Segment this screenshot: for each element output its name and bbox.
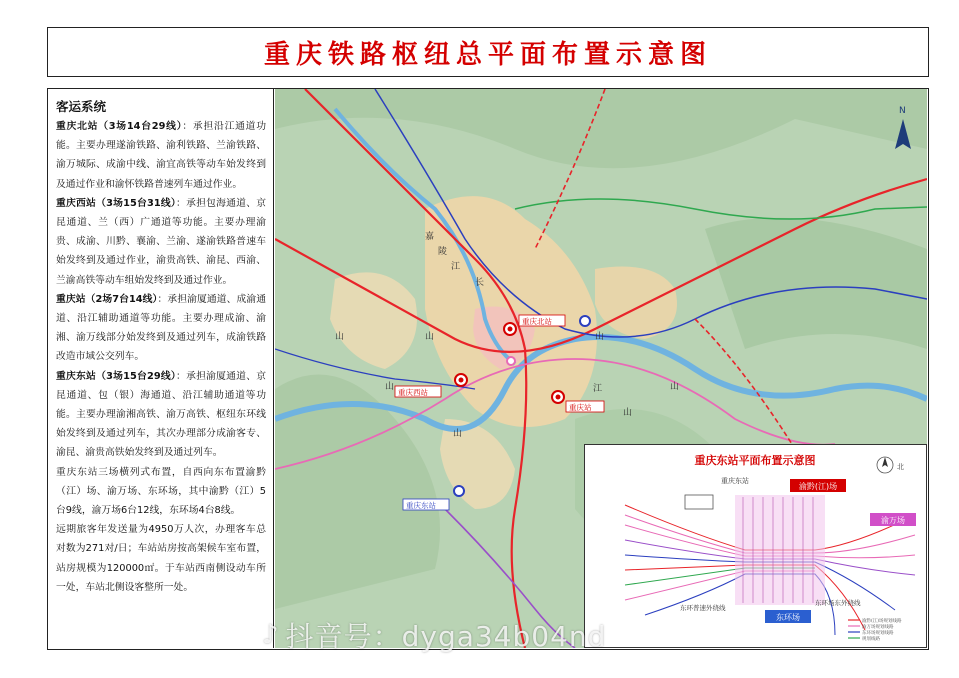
station-desc-chongqing-east [56,367,266,463]
map-label-mountain: 山 [425,332,435,342]
content-frame [47,88,929,650]
inset-station-body [735,495,825,605]
passenger-system-panel [48,89,274,648]
inset-top-label: 重庆东站 [721,477,749,485]
station-tag-text: 重庆东站 [406,501,436,510]
station-dot [459,378,464,383]
inset-label-waihuan: 东环普速外绕线 [680,604,726,612]
page-title: 重庆铁路枢纽总平面布置示意图 [263,39,712,70]
inset-label-donghuan-box [765,610,811,623]
station-tag-text: 重庆站 [569,403,592,412]
map-label-mountain: 山 [595,332,605,342]
railway-hub-map [275,89,927,648]
station-desc-chongqing-north [56,117,266,194]
legend-item: 东环场规划线路 [862,631,894,636]
map-label-river: 江 [451,262,461,272]
map-label-mountain: 山 [453,429,463,439]
inset-canvas [585,445,925,646]
inset-compass-label: 北 [897,463,904,471]
station-text: ：承担渝厦通道、成渝通道、沿江辅助通道等功能。主要办理成渝、渝湘、渝万线部分始发终到及通过列车，成渝铁路改造市域公交列车。 [56,293,267,363]
map-label-mountain: 山 [670,382,680,392]
panel-heading: 客运系统 [56,99,107,114]
compass-label: N [899,106,906,116]
station-tag-text: 重庆西站 [398,388,428,397]
station-name: 重庆北站（3场14台29线） [56,121,183,132]
legend-item: 渝万场规划线路 [862,625,894,630]
station-tag-west [395,386,441,397]
east-station-inset [584,444,927,648]
map-label-river: 长 [475,278,485,288]
station-tag-central [566,401,604,412]
map-label-mountain: 山 [385,382,395,392]
station-desc-chongqing [56,290,266,367]
station-tag-north [519,315,565,326]
station-marker-pink [507,357,515,365]
station-name: 重庆西站（3场15台31线） [56,197,177,209]
station-tag-east [403,499,449,510]
station-name: 重庆站（2场7台14线） [56,293,158,305]
inset-label-yuwan: 渝万场 [881,516,905,525]
map-label-mountain: 山 [623,408,633,418]
station-dot [508,327,513,332]
map-label-river: 江 [593,384,603,394]
east-station-capacity-note: 远期旅客年发送量为4950万人次，办理客车总对数为271对/日；车站站房按高架候车室布置，站房规模为120000㎡。于车站西南侧设动车所一处，车站北侧设客整所一处。 [56,524,266,593]
map-label-mountain: 山 [335,332,345,342]
legend-item: 渝黔(江)场规划线路 [862,619,902,624]
station-dot [556,395,561,400]
title-frame [47,27,929,77]
watermark-text: 抖音号：dyga34b04nd [285,620,607,653]
tiktok-icon: ♪ [262,620,280,650]
station-name: 重庆东站（3场15台29线） [56,370,177,382]
inset-label-yuqian: 渝黔(江)场 [798,482,838,491]
inset-label-yuwan-box [870,513,916,526]
east-station-layout-note: 重庆东站三场横列式布置，自西向东布置渝黔（江）场、渝万场、东环场，其中渝黔（江）5台9线，渝万场6台12线，东环场4台8线。 [56,466,266,517]
station-desc-chongqing-west [56,194,266,290]
station-text: ：承担包海通道、京昆通道、兰（西）广通道等功能。主要办理渝贵、成渝、川黔、襄渝、兰渝、遂渝铁路普速车始发终到及通过作业，渝贵高铁、渝昆、西渝、兰渝高铁等动车组始发终到及通过作业。 [56,197,267,286]
station-text: ：承担渝厦通道、京昆通道、包（银）海通道、沿江辅助通道等功能。主要办理渝湘高铁、渝万高铁、枢纽东环线始发终到及通过列车，其次办理部分成渝客专、渝昆、渝贵高铁始发终到及通过列车。 [56,370,267,459]
station-chongqing-east-marker [454,486,464,496]
station-text: ：承担沿江通道功能。主要办理遂渝铁路、渝利铁路、兰渝铁路、渝万城际、成渝中线、渝宜高铁等动车始发终到及通过作业和渝怀铁路普速列车通过作业。 [56,121,267,190]
inset-label-yuqian-box [790,479,846,492]
inset-label-outer2: 东环场东外绕线 [815,599,861,607]
inset-label-donghuan: 东环场 [776,613,800,622]
map-label-river: 陵 [438,247,448,257]
watermark [262,615,606,655]
map-label-river: 嘉 [425,232,435,242]
inset-title: 重庆东站平面布置示意图 [694,454,816,467]
station-marker-blue [580,316,590,326]
legend-item: 规划线路 [862,637,880,642]
station-tag-text: 重庆北站 [522,317,552,326]
